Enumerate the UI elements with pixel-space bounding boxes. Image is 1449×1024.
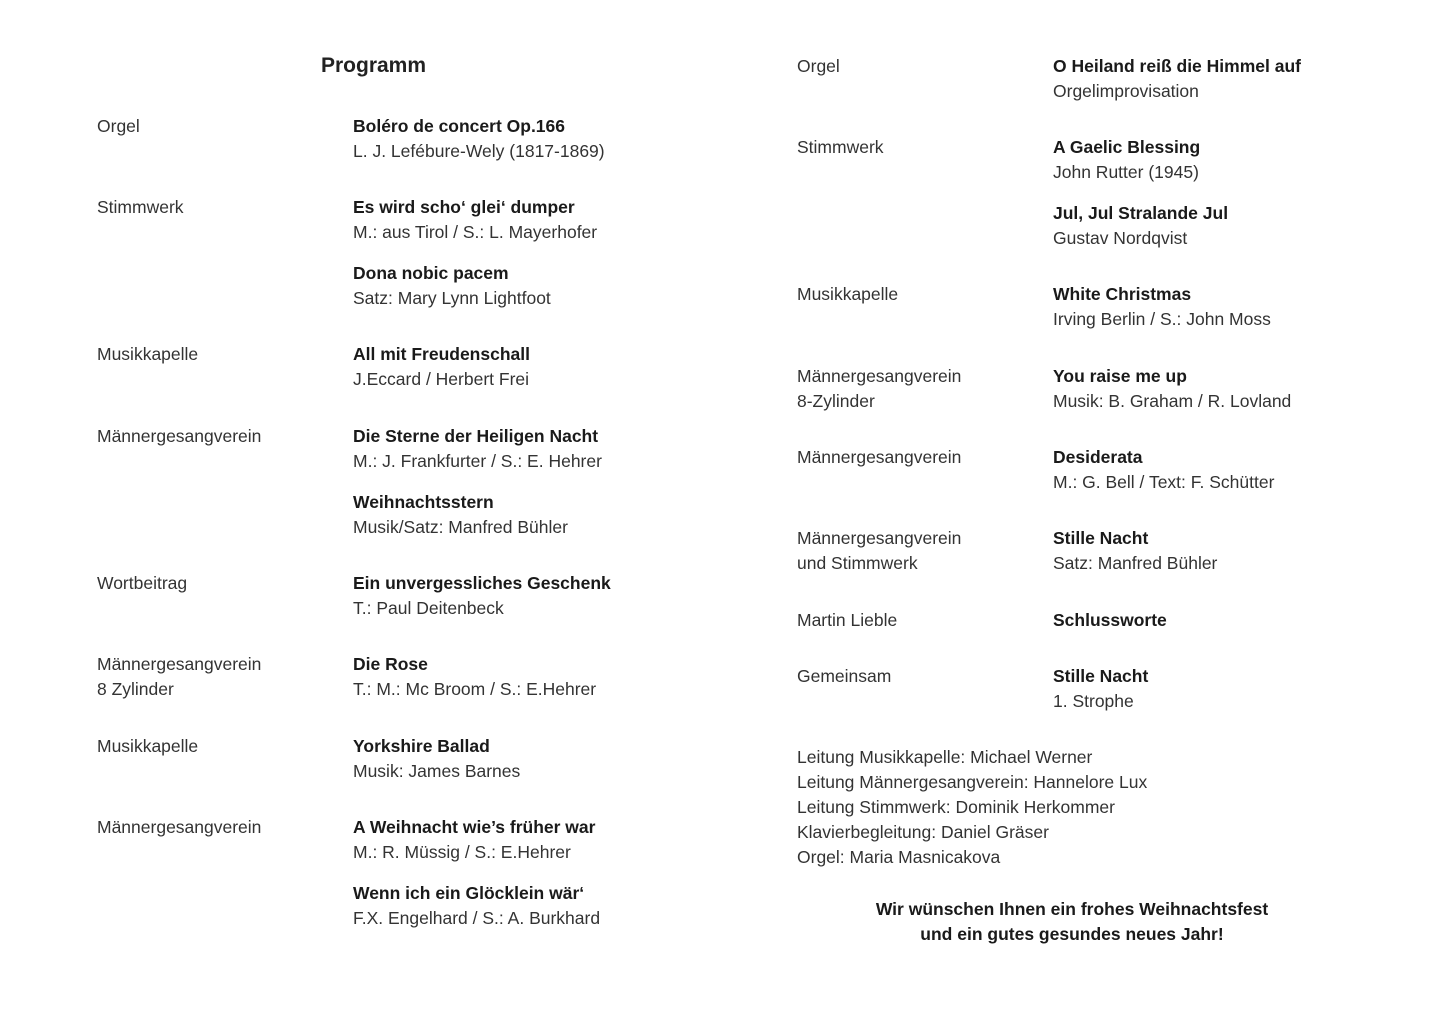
program-entry: [797, 526, 1417, 586]
performer-line: Gemeinsam: [797, 666, 892, 686]
performer-line: Stimmwerk: [97, 197, 184, 217]
piece-credit: F.X. Engelhard / S.: A. Burkhard: [353, 908, 601, 928]
performer: [97, 734, 337, 759]
piece: [353, 652, 733, 702]
piece: [1053, 445, 1433, 495]
piece-title: All mit Freudenschall: [353, 344, 530, 364]
piece-title: Stille Nacht: [1053, 528, 1149, 548]
piece: [1053, 364, 1433, 414]
performer: [797, 664, 1037, 689]
closing-greeting: [797, 897, 1347, 947]
program-entry: [97, 114, 717, 174]
piece-credit: 1. Strophe: [1053, 691, 1134, 711]
piece-credit: L. J. Lefébure-Wely (1817-1869): [353, 141, 605, 161]
program-entry: [97, 342, 717, 402]
credit-line: Leitung Musikkapelle: Michael Werner: [797, 747, 1093, 767]
performer-line: Musikkapelle: [797, 284, 899, 304]
performer: [97, 571, 337, 596]
credit-line: Leitung Männergesangverein: Hannelore Lux: [797, 772, 1148, 792]
piece-title: Es wird scho‘ glei‘ dumper: [353, 197, 575, 217]
piece-title: Boléro de concert Op.166: [353, 116, 566, 136]
program-entry: [797, 608, 1417, 668]
program-entry: [797, 445, 1417, 505]
piece: [353, 734, 733, 784]
piece: [353, 261, 733, 311]
piece: [1053, 135, 1433, 185]
performer-line: Männergesangverein: [97, 817, 262, 837]
piece-credit: Gustav Nordqvist: [1053, 228, 1188, 248]
closing-line: Wir wünschen Ihnen ein frohes Weihnachtsfest: [875, 899, 1269, 919]
piece-credit: J.Eccard / Herbert Frei: [353, 369, 530, 389]
piece-title: A Weihnacht wie’s früher war: [353, 817, 596, 837]
performer: [797, 526, 1037, 576]
piece-title: Die Sterne der Heiligen Nacht: [353, 426, 599, 446]
piece-credit: Irving Berlin / S.: John Moss: [1053, 309, 1271, 329]
performer-line: Männergesangverein: [797, 366, 962, 386]
performer: [97, 195, 337, 220]
piece-credit: T.: Paul Deitenbeck: [353, 598, 504, 618]
performer: [97, 114, 337, 139]
piece-title: Ein unvergessliches Geschenk: [353, 573, 611, 593]
performer: [797, 54, 1037, 79]
piece-title: O Heiland reiß die Himmel auf: [1053, 56, 1301, 76]
program-entry: [797, 54, 1417, 114]
piece-title: Jul, Jul Stralande Jul: [1053, 203, 1229, 223]
performer-line: Wortbeitrag: [97, 573, 188, 593]
piece: [353, 815, 733, 865]
program-entry: [97, 195, 717, 308]
program-entry: [97, 734, 717, 794]
piece-title: Stille Nacht: [1053, 666, 1149, 686]
performer: [797, 282, 1037, 307]
piece: [353, 342, 733, 392]
performer-line: Männergesangverein: [97, 426, 262, 446]
piece-credit: M.: J. Frankfurter / S.: E. Hehrer: [353, 451, 602, 471]
performer-line: Orgel: [797, 56, 840, 76]
performer-line: 8 Zylinder: [97, 679, 174, 699]
performer-line: und Stimmwerk: [797, 553, 918, 573]
piece-credit: Satz: Manfred Bühler: [1053, 553, 1218, 573]
performer: [797, 364, 1037, 414]
piece: [1053, 282, 1433, 332]
piece: [353, 114, 733, 164]
program-entry: [97, 652, 717, 712]
piece-credit: Musik: James Barnes: [353, 761, 521, 781]
piece-credit: Musik: B. Graham / R. Lovland: [1053, 391, 1292, 411]
performer-line: Musikkapelle: [97, 736, 199, 756]
piece: [353, 571, 733, 621]
performer: [97, 815, 337, 840]
program-entry: [97, 571, 717, 631]
performer-line: Martin Lieble: [797, 610, 898, 630]
credit-line: Klavierbegleitung: Daniel Gräser: [797, 822, 1049, 842]
piece-title: Desiderata: [1053, 447, 1143, 467]
performer-line: Männergesangverein: [97, 654, 262, 674]
piece-title: A Gaelic Blessing: [1053, 137, 1201, 157]
piece: [1053, 201, 1433, 251]
program-entry: [797, 364, 1417, 424]
piece-title: Dona nobic pacem: [353, 263, 509, 283]
piece: [353, 424, 733, 474]
piece-credit: M.: aus Tirol / S.: L. Mayerhofer: [353, 222, 598, 242]
piece: [1053, 664, 1433, 714]
performer: [97, 424, 337, 449]
program-entry: [797, 135, 1417, 248]
piece: [1053, 526, 1433, 576]
performer: [97, 342, 337, 367]
piece-credit: Satz: Mary Lynn Lightfoot: [353, 288, 551, 308]
piece-title: Weihnachtsstern: [353, 492, 494, 512]
piece-credit: Orgelimprovisation: [1053, 81, 1199, 101]
piece-title: White Christmas: [1053, 284, 1192, 304]
performer-line: Männergesangverein: [797, 528, 962, 548]
page-title: Programm: [321, 54, 427, 77]
piece: [353, 881, 733, 931]
piece-credit: John Rutter (1945): [1053, 162, 1199, 182]
performer-line: Orgel: [97, 116, 140, 136]
closing-line: und ein gutes gesundes neues Jahr!: [920, 924, 1224, 944]
performer-line: Männergesangverein: [797, 447, 962, 467]
performer: [797, 445, 1037, 470]
credit-line: Leitung Stimmwerk: Dominik Herkommer: [797, 797, 1115, 817]
program-entry: [797, 282, 1417, 342]
performer: [797, 608, 1037, 633]
performer-line: Stimmwerk: [797, 137, 884, 157]
piece: [1053, 54, 1433, 104]
piece-title: Wenn ich ein Glöcklein wär‘: [353, 883, 585, 903]
credits-block: [797, 745, 1147, 870]
program-entry: [97, 815, 717, 928]
piece-title: You raise me up: [1053, 366, 1187, 386]
performer-line: Musikkapelle: [97, 344, 199, 364]
performer: [97, 652, 337, 702]
program-entry: [97, 424, 717, 537]
piece: [353, 490, 733, 540]
piece-title: Yorkshire Ballad: [353, 736, 490, 756]
piece-credit: M.: R. Müssig / S.: E.Hehrer: [353, 842, 571, 862]
piece-title: Schlussworte: [1053, 610, 1167, 630]
performer: [797, 135, 1037, 160]
piece-credit: T.: M.: Mc Broom / S.: E.Hehrer: [353, 679, 597, 699]
piece-credit: Musik/Satz: Manfred Bühler: [353, 517, 568, 537]
piece: [1053, 608, 1433, 633]
program-entry: [797, 664, 1417, 724]
piece-title: Die Rose: [353, 654, 428, 674]
piece: [353, 195, 733, 245]
piece-credit: M.: G. Bell / Text: F. Schütter: [1053, 472, 1275, 492]
performer-line: 8-Zylinder: [797, 391, 875, 411]
credit-line: Orgel: Maria Masnicakova: [797, 847, 1001, 867]
